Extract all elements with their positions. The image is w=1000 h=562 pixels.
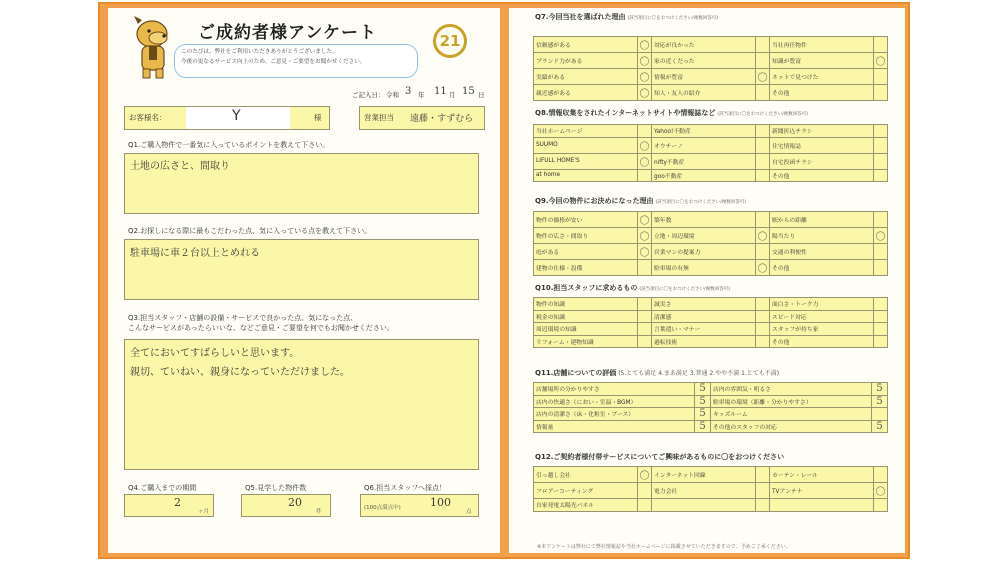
q8-option-label: その他 [770,169,874,182]
q10-option-label: 過転技術 [652,335,756,348]
survey-page-left [108,8,500,553]
q10-row [534,310,888,323]
q5-label: Q5.見学した物件数 [245,484,307,492]
q7-answer-mark [874,37,888,53]
date-month: 11 [434,86,447,97]
q12-answer-mark [638,499,652,512]
q8-note: (該当項目に〇をおつけください/複数回答可) [717,112,808,117]
q7-row [534,37,888,53]
date-label: ご記入日： [352,91,385,99]
q11-answer-mark: 5 [872,420,888,433]
q10-answer-mark [638,335,652,348]
footer-note: ※本アンケートは弊社にて弊社情報誌や当社ホームページに掲載させていただきますので、予めご了承ください。 [537,544,791,550]
q1-answer: 土地の広さと、間取り [130,161,230,172]
q11-answer-mark: 5 [695,383,711,396]
q10-answer-mark [756,310,770,323]
century21-logo: 21 [433,24,467,58]
q12-row [534,467,888,483]
q10-title [535,283,730,293]
q10-note: (該当項目に〇をおつけください/複数回答可) [639,287,730,292]
q10-option-label: その他 [770,335,874,348]
q9-answer-mark [638,260,652,276]
q8-title-text: Q8.情報収集をされたインターネットサイトや情報誌など [535,109,716,117]
q10-option-label: 言葉遣い・マナー [652,323,756,336]
q8-answer-mark: 〇 [638,153,652,169]
q3-label-line-2: こんなサービスがあったらいいな、などご意見・ご要望を何でもお聞かせください。 [128,324,394,333]
q10-answer-mark [756,335,770,348]
q10-answer-mark [638,298,652,311]
survey-page-right [509,8,905,553]
q8-answer-mark [874,153,888,169]
q11-answer-mark: 5 [872,383,888,396]
q7-option-label: 実績がある [534,69,638,85]
q10-answer-mark [756,323,770,336]
q12-option-label: フロアーコーティング [534,483,638,499]
q9-answer-mark [756,212,770,228]
q7-answer-mark [756,85,770,101]
q9-answer-mark: 〇 [756,228,770,244]
q9-option-label: 立地・周辺環境 [652,228,756,244]
q11-option-label: 店内の雰囲気・明るさ [711,383,872,396]
q11-option-label: 店舗場所の分かりやすさ [534,383,695,396]
q8-option-label: 新聞折込チラシ [770,125,874,138]
q10-table [533,297,888,348]
q8-row [534,137,888,153]
q8-option-label: goo不動産 [652,169,756,182]
q11-title-text: Q11.店舗についての評価 [535,369,617,377]
q11-scale: (5.とても満足 4.まあ満足 3.普通 2.やや不満 1.とても不満) [618,370,780,377]
q12-row [534,483,888,499]
q9-note: (該当項目に〇をおつけください/複数回答可) [655,200,746,205]
q8-answer-mark: 〇 [638,137,652,153]
q10-row [534,323,888,336]
q8-option-label: 当社ホームページ [534,125,638,138]
q10-answer-mark [638,323,652,336]
q9-title [535,196,746,206]
q9-option-label: 営業マンの提案力 [652,244,756,260]
q12-answer-mark [756,499,770,512]
q7-row [534,85,888,101]
intro-line-2: 今後の更なるサービス向上のため、ご意見・ご要望をお聞かせください。 [181,58,366,65]
survey-title: ご成約者様アンケート [198,23,377,43]
q9-option-label: 庭がある [534,244,638,260]
q7-option-label: 対応が良かった [652,37,756,53]
q2-answer: 駐車場に車２台以上とめれる [130,248,260,259]
q7-answer-mark: 〇 [638,69,652,85]
q8-option-label: at home [534,169,638,182]
q10-answer-mark [874,323,888,336]
q9-answer-mark: 〇 [638,228,652,244]
q11-row [534,395,888,408]
q7-option-label: ブランド力がある [534,53,638,69]
q8-option-label: 自宅投函チラシ [770,153,874,169]
q7-answer-mark: 〇 [638,85,652,101]
q8-option-label: オウチーノ [652,137,756,153]
q9-answer-mark: 〇 [638,244,652,260]
intro-bubble [174,44,418,78]
q9-option-label: 駅からの距離 [770,212,874,228]
q9-option-label: 陽当たり [770,228,874,244]
q12-answer-mark [874,467,888,483]
q9-answer-mark [874,244,888,260]
q2-label: Q2.お探しになる際に最もこだわった点、気に入っている点を教えて下さい。 [128,227,372,235]
q10-option-label: 物件の知識 [534,298,638,311]
date-day: 15 [462,86,475,97]
q7-answer-mark [874,85,888,101]
q10-option-label: 誠実さ [652,298,756,311]
q7-answer-mark [874,69,888,85]
staff-value: 遠藤・すずむら [410,114,474,124]
q9-option-label: 建物の仕様・設備 [534,260,638,276]
q7-option-label: 当社再任物件 [770,37,874,53]
q8-option-label: nifty不動産 [652,153,756,169]
q6-label: Q6.担当スタッフへ採点！ [364,484,447,492]
q8-answer-mark [874,137,888,153]
q7-option-label: その他 [770,85,874,101]
date-year: 3 [405,86,412,97]
q11-title [535,368,779,378]
q11-answer-mark: 5 [872,395,888,408]
q10-option-label: スピード対応 [770,310,874,323]
q10-option-label: リフォーム・建物知識 [534,335,638,348]
q8-row [534,125,888,138]
dog-mascot-icon [130,14,176,82]
q3-label-line-1: Q3.担当スタッフ・店舗の設備・サービスで良かった点、気になった点、 [128,314,358,322]
q8-answer-mark [756,137,770,153]
q12-answer-mark [638,483,652,499]
date-era: 令和 [386,91,399,99]
staff-label: 営業担当 [364,113,394,122]
q9-option-label: 交通の利便性 [770,244,874,260]
customer-name: Y [232,108,241,124]
q7-row [534,53,888,69]
q9-title-text: Q9.今回の物件にお決めになった理由 [535,197,654,205]
q6-sub: (100点満点中) [364,505,401,511]
q6-unit: 点 [466,509,472,515]
honorific-label: 様 [314,113,322,122]
q12-option-label: 電力会社 [652,483,756,499]
q8-answer-mark [874,125,888,138]
q11-answer-mark [872,408,888,421]
q7-row [534,69,888,85]
q8-answer-mark [756,153,770,169]
q12-option-label: インターネット回線 [652,467,756,483]
q11-option-label: キッズルーム [711,408,872,421]
q10-row [534,335,888,348]
q11-option-label: 駐車場の環境（距離・分かりやすさ） [711,395,872,408]
q9-row [534,244,888,260]
q6-value: 100 [430,496,451,509]
q7-answer-mark [756,37,770,53]
q7-title [535,12,718,22]
q9-answer-mark [756,244,770,260]
q9-row [534,228,888,244]
q11-table [533,382,888,433]
q9-option-label: 築年数 [652,212,756,228]
q10-answer-mark [756,298,770,311]
q9-answer-mark: 〇 [638,212,652,228]
q8-option-label: 住宅情報誌 [770,137,874,153]
q8-option-label: SUUMO [534,137,638,153]
date-month-unit: 月 [449,91,456,99]
q11-option-label: その他のスタッフの対応 [711,420,872,433]
q11-row [534,383,888,396]
q11-answer-mark: 5 [695,408,711,421]
q7-option-label: 知人・友人の紹介 [652,85,756,101]
q10-title-text: Q10.担当スタッフに求めるもの [535,284,638,292]
date-day-unit: 日 [478,91,485,99]
q10-answer-mark [874,335,888,348]
q7-title-text: Q7.今回当社を選ばれた理由 [535,13,626,21]
q3-answer-line-2: 親切、ていねい、親身になっていただけました。 [130,367,350,378]
q12-option-label: TVアンテナ [770,483,874,499]
q12-answer-mark: 〇 [874,483,888,499]
q9-option-label: 駐車場の有無 [652,260,756,276]
q9-table [533,211,888,276]
q4-label: Q4.ご購入までの期間 [128,484,197,492]
q12-table [533,466,888,512]
q7-option-label: 信頼感がある [534,37,638,53]
q12-option-label: 引っ越し会社 [534,467,638,483]
q8-row [534,169,888,182]
q8-answer-mark [638,125,652,138]
intro-line-1: このたびは、弊社をご利用いただきありがとうございました。 [181,49,338,55]
q7-answer-mark: 〇 [638,37,652,53]
q11-row [534,420,888,433]
q7-answer-mark: 〇 [874,53,888,69]
q11-option-label: 情報量 [534,420,695,433]
q10-option-label: 面白さ・トーク力 [770,298,874,311]
q7-answer-mark [756,53,770,69]
q12-answer-mark [874,499,888,512]
q11-answer-mark: 5 [695,395,711,408]
q7-option-label: 情報が豊富 [652,69,756,85]
q9-row [534,260,888,276]
q9-answer-mark [874,212,888,228]
q12-row [534,499,888,512]
q8-option-label: LIFULL HOME'S [534,153,638,169]
q10-answer-mark [874,310,888,323]
q8-answer-mark [756,125,770,138]
q12-answer-mark [756,467,770,483]
q11-option-label: 店内の清潔さ（床・化粧室・ブース） [534,408,695,421]
q9-row [534,212,888,228]
q9-option-label: 物件の価格が安い [534,212,638,228]
q5-value: 20 [288,496,302,509]
q12-option-label [652,499,756,512]
q10-option-label: 清潔感 [652,310,756,323]
q9-answer-mark: 〇 [756,260,770,276]
q9-option-label: その他 [770,260,874,276]
q7-answer-mark: 〇 [638,53,652,69]
q12-answer-mark [756,483,770,499]
q10-answer-mark [874,298,888,311]
q9-answer-mark: 〇 [874,228,888,244]
q8-answer-mark [756,169,770,182]
q12-option-label: カーテン・レール [770,467,874,483]
q7-option-label: 親近感がある [534,85,638,101]
q11-answer-mark: 5 [695,420,711,433]
q8-table [533,124,888,182]
q11-option-label: 店内の快適さ（におい・室温・BGM） [534,395,695,408]
q8-answer-mark [638,169,652,182]
q5-unit: 件 [316,509,322,515]
q4-unit: ヶ月 [198,509,210,515]
q3-label [128,313,394,333]
q12-option-label: 自家発電太陽光パネル [534,499,638,512]
q10-answer-mark [638,310,652,323]
q12-option-label [770,499,874,512]
q10-option-label: 周辺環境の知識 [534,323,638,336]
q7-option-label: ネットで見つけた [770,69,874,85]
q8-answer-mark [874,169,888,182]
customer-name-label: お客様名： [129,113,167,122]
date-year-unit: 年 [418,91,425,99]
q9-answer-mark [874,260,888,276]
q10-row [534,298,888,311]
q7-option-label: 知識が豊富 [770,53,874,69]
q7-answer-mark: 〇 [756,69,770,85]
q8-title [535,108,808,118]
q8-option-label: Yahoo!不動産 [652,125,756,138]
q4-value: 2 [174,496,181,509]
q11-row [534,408,888,421]
q7-table [533,36,888,101]
q3-answer-line-1: 全てにおいてすばらしいと思います。 [130,348,300,359]
q10-option-label: 税金の知識 [534,310,638,323]
q9-option-label: 物件の広さ・間取り [534,228,638,244]
q7-option-label: 家の近くだった [652,53,756,69]
q3-answer [130,344,350,382]
q10-option-label: スタッフが持ち家 [770,323,874,336]
q12-answer-mark: 〇 [638,467,652,483]
q12-title: Q12.ご契約者様付帯サービスについてご興味があるものに〇をおつけください [535,453,785,461]
q8-row [534,153,888,169]
q7-note: (該当項目に〇をおつけください/複数回答可) [627,16,718,21]
q1-label: Q1.ご購入物件で一番気に入っているポイントを教えて下さい。 [128,141,330,149]
